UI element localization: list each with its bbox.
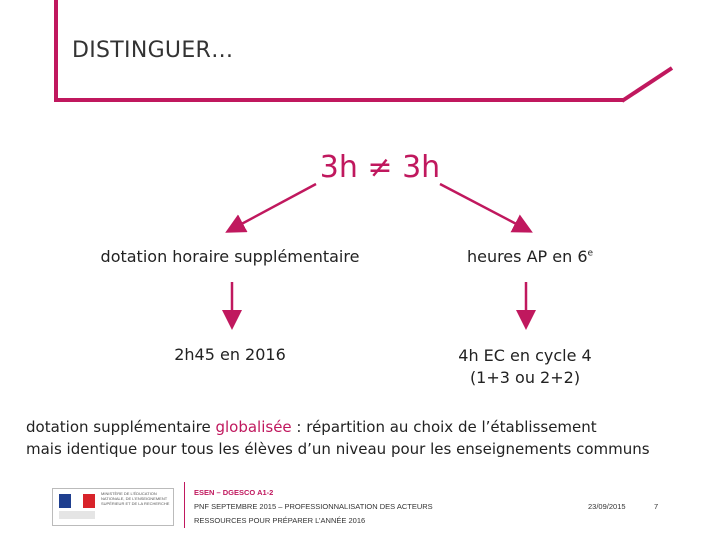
label-heures-ap [440,247,620,266]
ministry-logo [52,488,174,526]
label-4h-ec-line2: (1+3 ou 2+2) [469,368,581,387]
french-flag-icon [59,494,95,508]
paragraph-line-2: mais identique pour tous les élèves d’un niveau pour les enseignements communs [26,440,650,458]
paragraph-part2: : répartition au choix de l’établissement [291,418,597,436]
footer-subtitle: RESSOURCES POUR PRÉPARER L’ANNÉE 2016 [194,516,366,525]
footer-divider [184,482,185,528]
paragraph-part1: dotation supplémentaire [26,418,216,436]
label-heures-ap-sup: e [587,248,594,259]
label-4h-ec [430,345,620,389]
label-heures-ap-main: heures AP en 6 [466,247,588,266]
logo-motto-band [59,511,95,519]
slide-title: DISTINGUER… [72,38,234,63]
explanation-paragraph [26,416,696,460]
logo-ministry-text: MINISTÈRE DE L’ÉDUCATION NATIONALE, DE L’ENSEIGNEMENT SUPÉRIEUR ET DE LA RECHERCHE [101,491,170,506]
label-2h45: 2h45 en 2016 [174,345,286,364]
footer-date: 23/09/2015 [588,502,626,511]
footer-event: PNF SEPTEMBRE 2015 – PROFESSIONNALISATION DES ACTEURS [194,502,433,511]
paragraph-highlight: globalisée [215,418,292,436]
page-number: 7 [654,502,659,511]
label-4h-ec-line1: 4h EC en cycle 4 [458,346,592,365]
label-dotation-horaire: dotation horaire supplémentaire [100,247,360,266]
heading-3h: 3h ≠ 3h [319,150,441,185]
paragraph-line-1 [26,416,696,438]
arrow-left-diagonal [234,184,316,228]
arrow-right-diagonal [440,184,524,228]
footer-org: ESEN – DGESCO A1-2 [194,488,274,497]
